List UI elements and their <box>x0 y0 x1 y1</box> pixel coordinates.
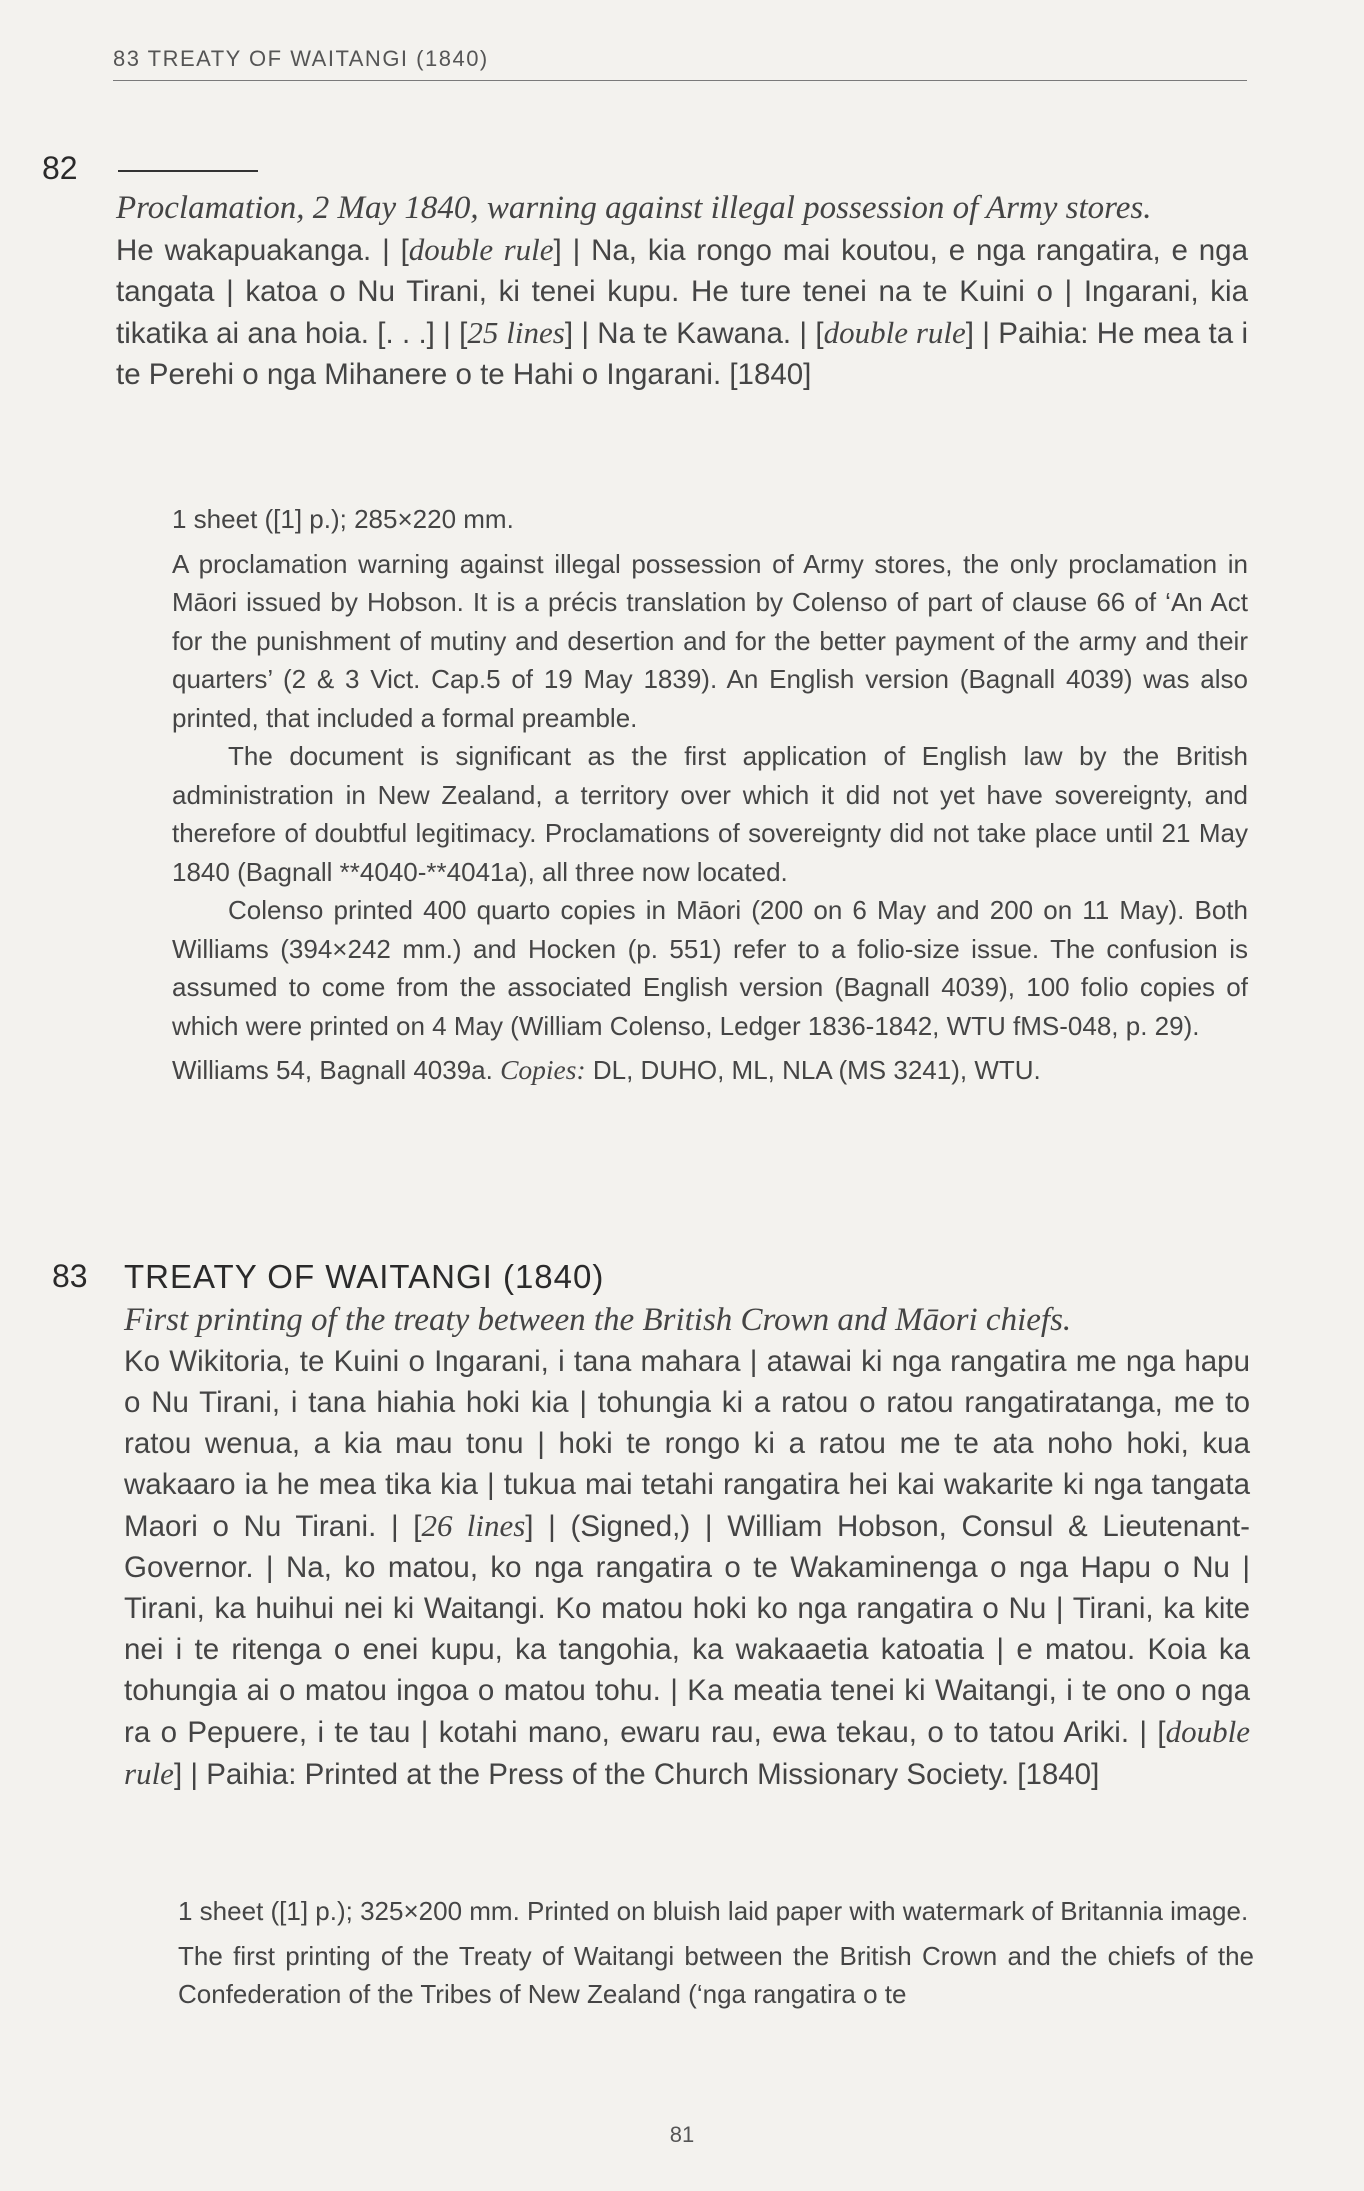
entry-82-description-block <box>116 188 1248 395</box>
number-rule <box>118 170 258 172</box>
entry-83-description: First printing of the treaty between the British Crown and Māori chiefs. <box>124 1302 1072 1338</box>
page-number: 81 <box>669 2122 695 2147</box>
running-head: 83 TREATY OF WAITANGI (1840) <box>113 46 1247 81</box>
entry-82-transcript: He wakapuakanga. | [double rule] | Na, kia rongo mai koutou, e nga rangatira, e nga tangata | katoa o Nu Tirani, ki tenei kupu. He ture tenei na te Kuini o | Ingarani, kia tikatika ai ana hoia. [. . .] | [25 lines] | Na te Kawana. | [double rule] | Paihia: He mea ta i te Perehi o nga Mihanere o te Hahi o Ingarani. [1840] <box>116 232 1249 391</box>
entry-83-note-1: The first printing of the Treaty of Waitangi between the British Crown and the chiefs of the Confederation of the Tribes of New Zealand (‘nga rangatira o te <box>178 1940 1254 2009</box>
entry-number-82: 82 <box>42 150 78 186</box>
entry-82-note-2: The document is significant as the first application of English law by the British administration in New Zealand, a territory over which it did not yet have sovereignty, and therefore of doubtful legitimacy. Proclamations of sovereignty did not take place until 21 May 1840 (Bagnall **4040-**4041a), all three now located. <box>172 741 1248 887</box>
entry-83-block <box>124 1258 1250 1795</box>
entry-82-description: Proclamation, 2 May 1840, warning against illegal possession of Army stores. <box>116 190 1152 226</box>
entry-83-transcript: Ko Wikitoria, te Kuini o Ingarani, i tana mahara | atawai ki nga rangatira me nga hapu o Nu Tirani, i tana hiahia hoki kia | tohungia ki a ratou o ratou rangatiratanga, me to ratou wenua, a kia mau tonu | hoki te rongo ki a ratou me te ata noho hoki, kua wakaaro ia he mea tika kia | tukua mai tetahi rangatira hei kai wakarite ki nga tangata Maori o Nu Tirani. | [26 lines] | (Signed,) | William Hobson, Consul & Lieutenant-Governor. | Na, ko matou, ko nga rangatira o te Wakaminenga o nga Hapu o Nu | Tirani, ka huihui nei ki Waitangi. Ko matou hoki ko nga rangatira o Nu | Tirani, ka kite nei i te ritenga o enei kupu, ka tangohia, ka wakaaetia katoatia | e matou. Koia ka tohungia ai o matou ingoa o matou tohu. | Ka meatia tenei ki Waitangi, i te ono o nga ra o Pepuere, i te tau | kotahi mano, ewaru rau, ewa tekau, o to tatou Ariki. | [double rule] | Paihia: Printed at the Press of the Church Missionary Society. [1840] <box>124 1345 1250 1791</box>
entry-83-title: TREATY OF WAITANGI (1840) <box>124 1258 605 1295</box>
entry-82-note-3: Colenso printed 400 quarto copies in Māori (200 on 6 May and 200 on 11 May). Both Williams (394×242 mm.) and Hocken (p. 551) refer to a folio-size issue. The confusion is assumed to come from the associated English version (Bagnall 4039), 100 folio copies of which were printed on 4 May (William Colenso, Ledger 1836-1842, WTU fMS-048, p. 29). <box>172 895 1248 1041</box>
entry-number-83: 83 <box>52 1258 88 1294</box>
entry-82-references: Williams 54, Bagnall 4039a. Copies: DL, DUHO, ML, NLA (MS 3241), WTU. <box>172 1054 1041 1085</box>
entry-82-note-1: A proclamation warning against illegal possession of Army stores, the only proclamation in Māori issued by Hobson. It is a précis translation by Colenso of part of clause 66 of ‘An Act for the punishment of mutiny and desertion and for the better payment of the army and their quarters’ (2 & 3 Vict. Cap.5 of 19 May 1839). An English version (Bagnall 4039) was also printed, that included a formal preamble. <box>172 548 1248 733</box>
entry-83-physical: 1 sheet ([1] p.); 325×200 mm. Printed on bluish laid paper with watermark of Britannia image. <box>178 1896 1249 1926</box>
entry-83-notes <box>178 1892 1254 2014</box>
entry-82-physical: 1 sheet ([1] p.); 285×220 mm. <box>172 504 514 534</box>
entry-82-notes <box>172 500 1248 1090</box>
